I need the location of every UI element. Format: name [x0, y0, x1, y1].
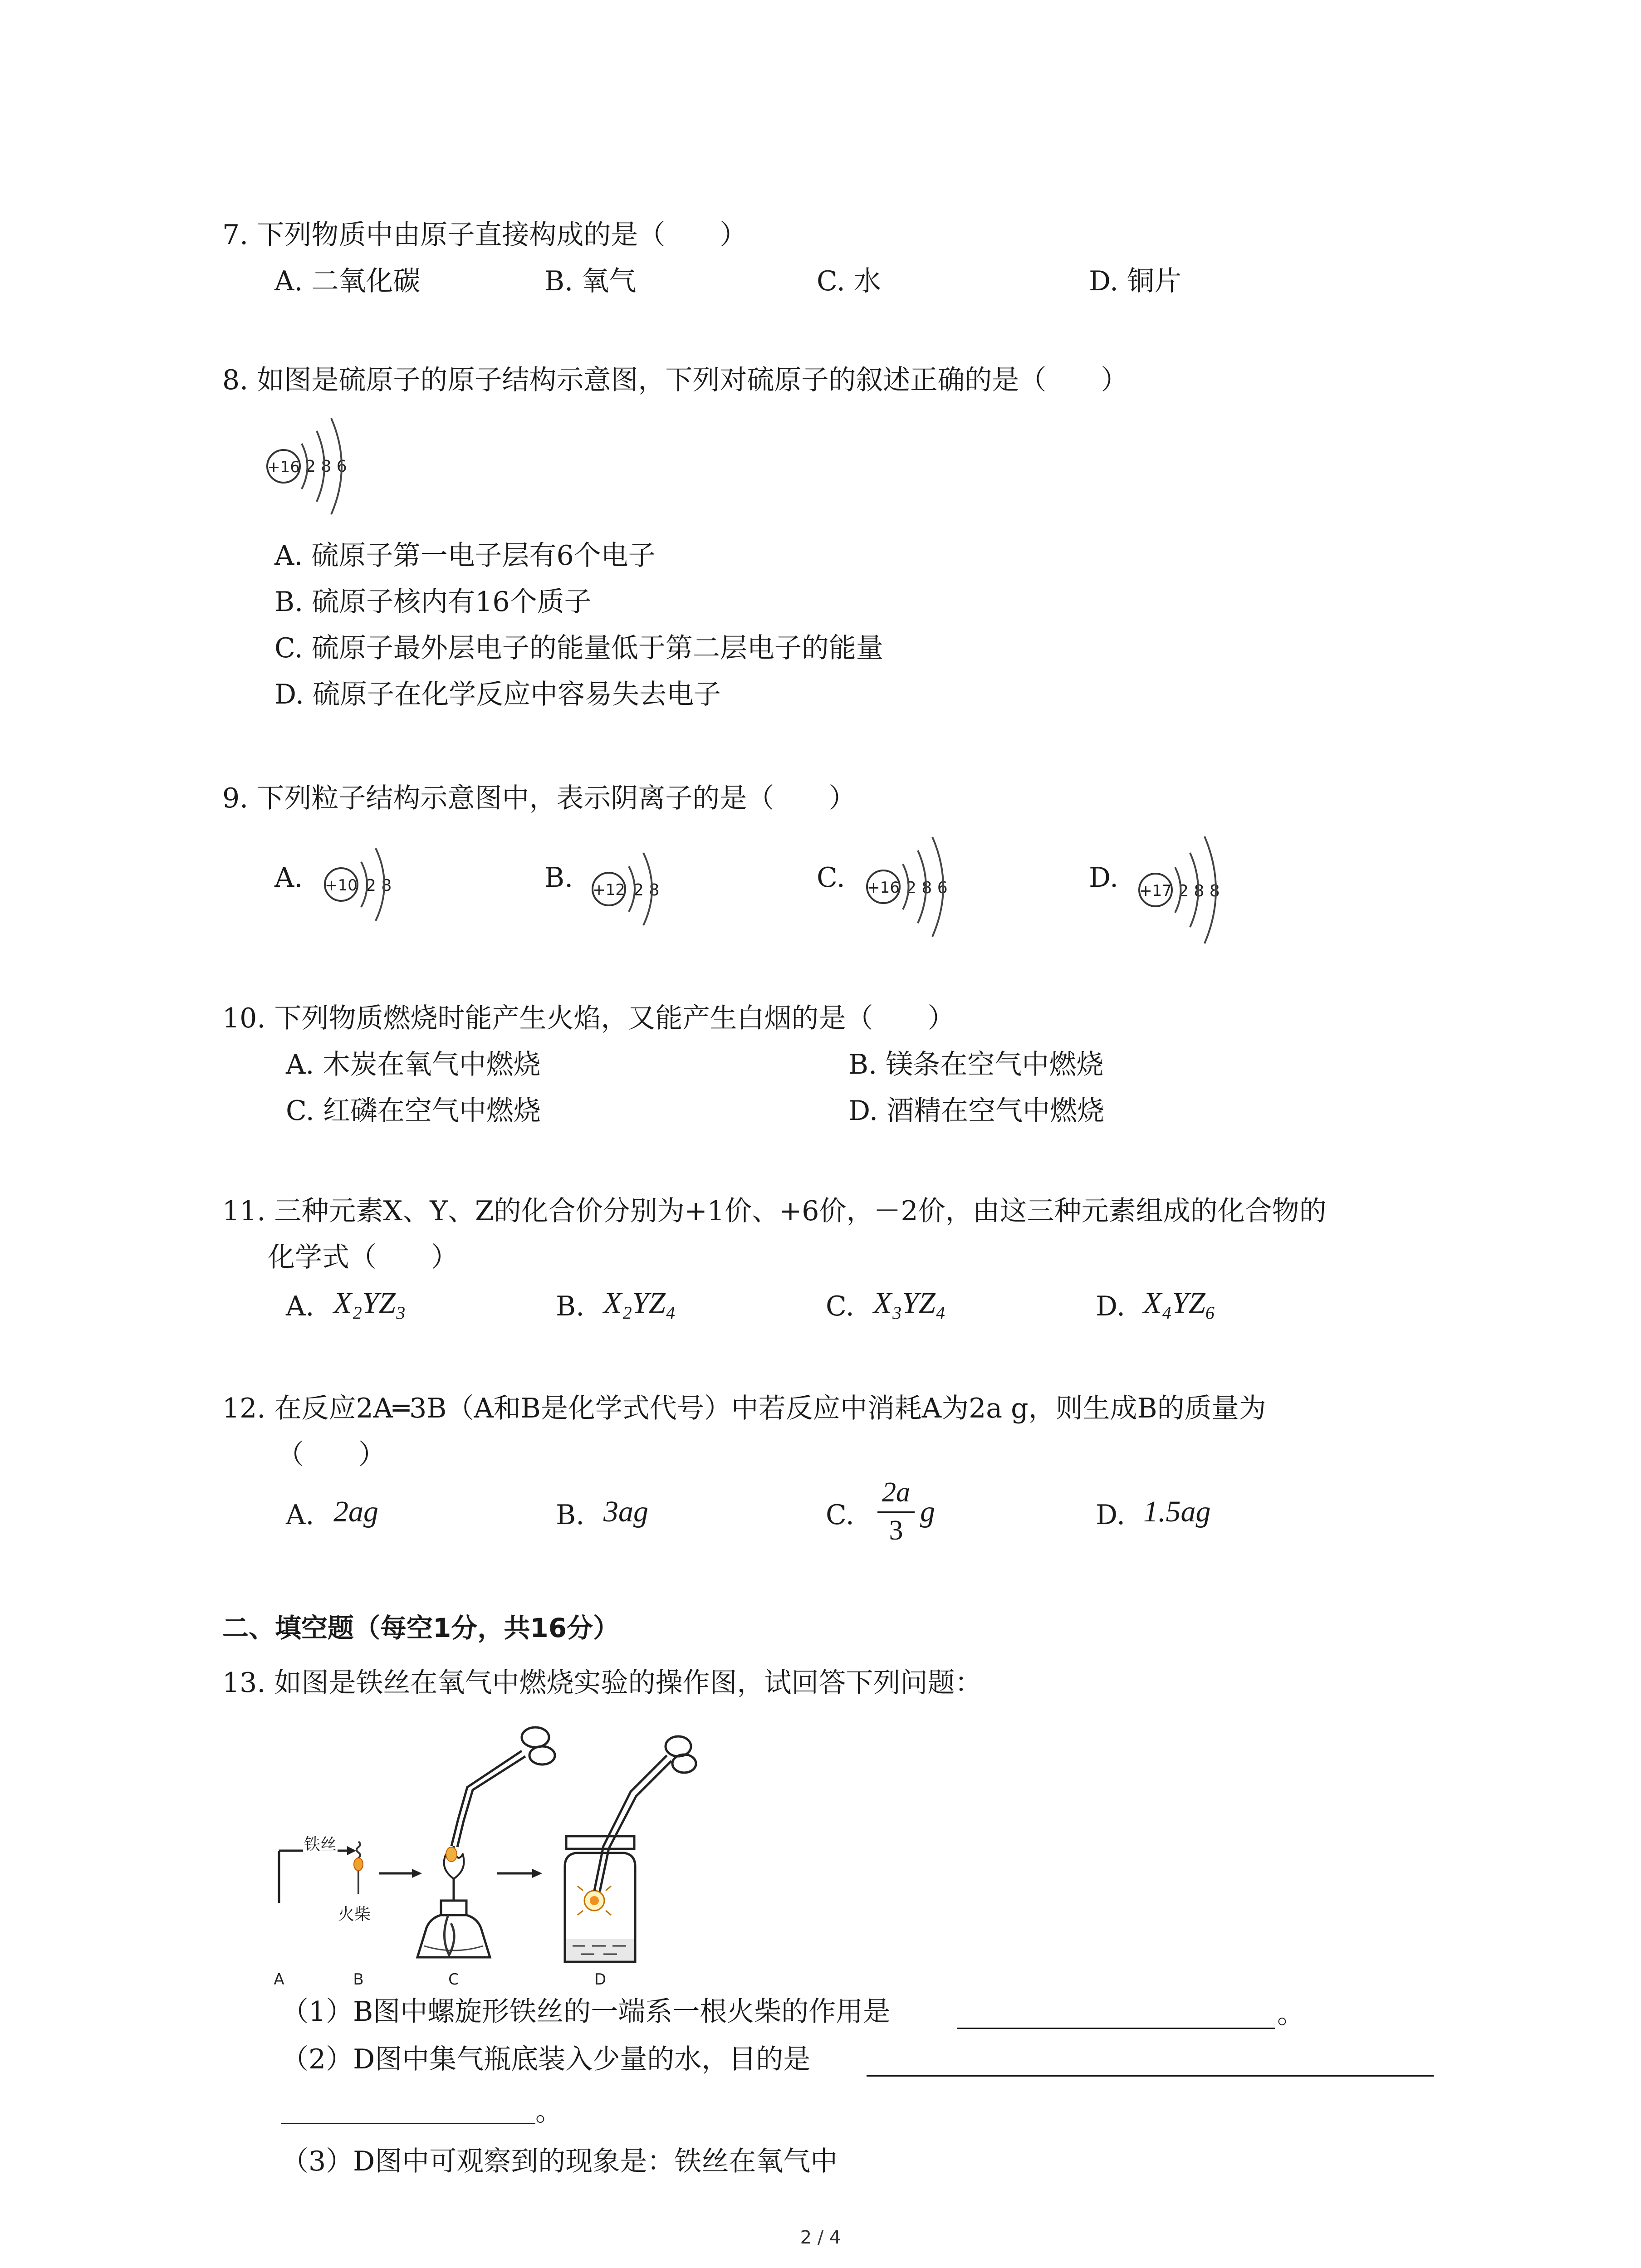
q11-stem-line2: 化学式（ ）: [268, 1242, 458, 1273]
q8-option-d: D. 硫原子在化学反应中容易失去电子: [274, 679, 721, 710]
q7-option-a: A. 二氧化碳: [274, 265, 421, 297]
q8-option-b: B. 硫原子核内有16个质子: [274, 586, 592, 618]
svg-text:2 8 8: 2 8 8: [1178, 882, 1220, 900]
q11-option-d-formula: X₄YZ₆: [1143, 1286, 1216, 1320]
q8-stem: 8. 如图是硫原子的原子结构示意图，下列对硫原子的叙述正确的是（ ）: [222, 364, 1128, 396]
fraction-bar: [877, 1511, 915, 1513]
q13-sub1-answer-blank[interactable]: [957, 2028, 1275, 2029]
q9-option-b-diagram: [585, 835, 694, 953]
q13-stem: 13. 如图是铁丝在氧气中燃烧实验的操作图，试回答下列问题：: [222, 1667, 982, 1699]
q12-option-c-fraction: [876, 1476, 916, 1547]
q13-sub1: （1）B图中螺旋形铁丝的一端系一根火柴的作用是: [281, 1996, 891, 2028]
q8-option-c: C. 硫原子最外层电子的能量低于第二层电子的能量: [274, 632, 883, 664]
panel-b-match: [338, 1842, 371, 1924]
q11-stem-line1: 11. 三种元素X、Y、Z的化合价分别为+1价、+6价，－2价，由这三种元素组成的化合物的: [222, 1195, 1327, 1227]
q11-option-b-letter: B.: [556, 1290, 585, 1322]
panel-label-b: B: [353, 1970, 364, 1989]
q7-option-c: C. 水: [817, 265, 881, 297]
q12-stem-line2: （ ）: [277, 1439, 386, 1471]
panel-label-d: D: [594, 1970, 607, 1989]
section-title: 二、填空题（每空1分，共16分）: [222, 1613, 620, 1643]
q13-sub3: （3）D图中可观察到的现象是：铁丝在氧气中: [281, 2146, 838, 2177]
q12-option-d-letter: D.: [1096, 1499, 1126, 1531]
shell-electrons: 2 8 6: [305, 457, 347, 476]
q8-option-a: A. 硫原子第一电子层有6个电子: [274, 540, 656, 572]
panel-c-alcohol-lamp: [417, 1727, 555, 1957]
q12-option-d-value: 1.5ag: [1143, 1495, 1211, 1528]
q7-stem: 7. 下列物质中由原子直接构成的是（ ）: [222, 219, 747, 251]
svg-text:2 8 6: 2 8 6: [906, 879, 948, 897]
q13-sub2-answer-blank-line1[interactable]: [867, 2075, 1434, 2077]
svg-text:火柴: 火柴: [338, 1905, 371, 1924]
q12-option-a-value: 2ag: [333, 1495, 378, 1528]
q11-option-b-formula: X₂YZ₄: [603, 1286, 676, 1320]
q9-option-c-letter: C.: [817, 862, 845, 894]
q13-sub2: （2）D图中集气瓶底装入少量的水，目的是: [281, 2043, 811, 2075]
q12-option-b-value: 3ag: [603, 1495, 648, 1528]
q13-sub1-end: 。: [1277, 1998, 1304, 2030]
q12-option-b-letter: B.: [556, 1499, 585, 1531]
q11-option-a-letter: A.: [286, 1290, 314, 1322]
panel-label-c: C: [448, 1970, 459, 1989]
panel-label-a: A: [274, 1970, 284, 1989]
q10-option-c: C. 红磷在空气中燃烧: [286, 1095, 541, 1127]
q9-option-c-diagram: [860, 826, 978, 953]
q9-option-d-letter: D.: [1089, 862, 1119, 894]
q7-option-b: B. 氧气: [544, 265, 637, 297]
q9-option-a-diagram: [318, 835, 426, 953]
q12-option-c-unit: g: [920, 1495, 935, 1528]
svg-text:+17: +17: [1139, 882, 1172, 900]
panel-a-iron-wire: [279, 1835, 356, 1903]
svg-text:+16: +16: [867, 879, 900, 897]
q12-option-a-letter: A.: [286, 1499, 314, 1531]
q12-option-c-letter: C.: [826, 1499, 854, 1531]
q9-option-a-letter: A.: [274, 862, 303, 894]
q11-option-c-letter: C.: [826, 1290, 854, 1322]
svg-text:铁丝: 铁丝: [304, 1835, 337, 1854]
q11-option-a-formula: X₂YZ₃: [333, 1286, 406, 1320]
q9-stem: 9. 下列粒子结构示意图中，表示阴离子的是（ ）: [222, 782, 856, 814]
nucleus-label: +16: [267, 458, 300, 476]
q10-option-d: D. 酒精在空气中燃烧: [848, 1095, 1105, 1127]
q9-option-b-letter: B.: [544, 862, 573, 894]
q10-option-a: A. 木炭在氧气中燃烧: [286, 1049, 541, 1080]
q7-option-d: D. 铜片: [1089, 265, 1182, 297]
q13-sub2-end: 。: [535, 2096, 563, 2127]
q11-option-c-formula: X₃YZ₄: [873, 1286, 946, 1320]
panel-d-gas-bottle: [565, 1736, 696, 1962]
svg-text:2 8: 2 8: [366, 876, 392, 895]
q11-option-d-letter: D.: [1096, 1290, 1126, 1322]
q10-stem: 10. 下列物质燃烧时能产生火焰，又能产生白烟的是（ ）: [222, 1002, 955, 1034]
sulfur-atom-diagram: [263, 408, 372, 535]
svg-text:2 8: 2 8: [633, 881, 660, 899]
fraction-denominator: 3: [889, 1515, 903, 1546]
q12-stem-line1: 12. 在反应2A═3B（A和B是化学式代号）中若反应中消耗A为2a g，则生成B的质量为: [222, 1393, 1266, 1424]
iron-wire-experiment-figure: [268, 1710, 767, 1991]
q10-option-b: B. 镁条在空气中燃烧: [848, 1049, 1104, 1080]
fraction-numerator: 2a: [882, 1477, 910, 1508]
page-number: 2 / 4: [800, 2227, 841, 2248]
svg-text:+12: +12: [593, 881, 625, 899]
q9-option-d-diagram: [1132, 826, 1250, 962]
q13-sub2-answer-blank-line2[interactable]: [281, 2123, 535, 2124]
svg-text:+10: +10: [325, 876, 358, 894]
